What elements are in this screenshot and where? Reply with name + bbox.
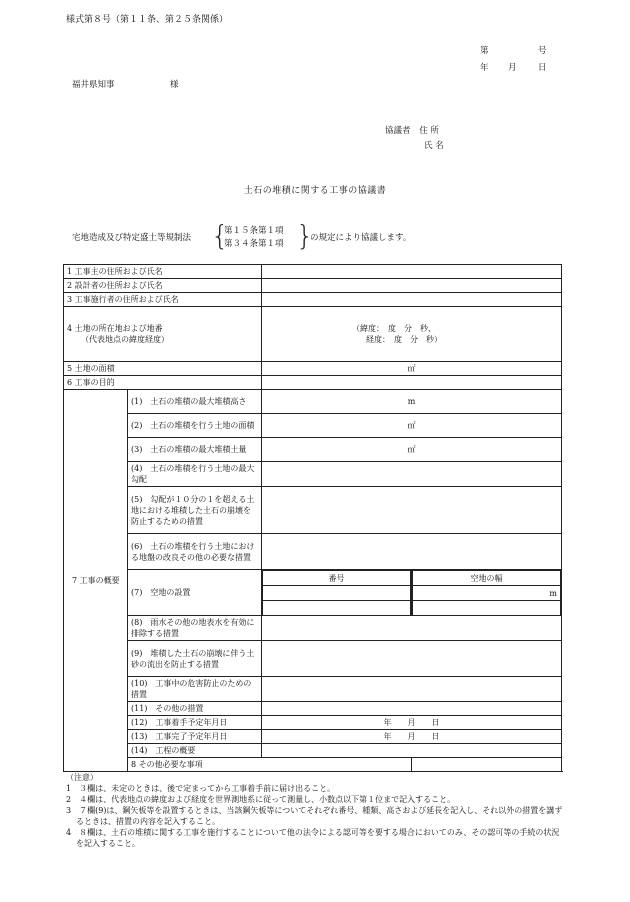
party-address-label: 住 所	[419, 126, 439, 136]
row-4-field[interactable]	[262, 307, 562, 362]
item-13-label: (13) 工事完了予定年月日	[128, 730, 262, 744]
number-prefix: 第	[480, 46, 489, 56]
item-6-field[interactable]	[262, 534, 562, 570]
item-7-number-header: 番号	[263, 571, 411, 586]
item-10-field[interactable]	[262, 677, 562, 702]
item-14-label: (14) 工程の概要	[128, 744, 262, 758]
document-title: 土石の堆積に関する工事の協議書	[243, 186, 387, 196]
row-2-field[interactable]	[262, 279, 562, 293]
item-7-width-field-2[interactable]	[413, 601, 561, 616]
row-3-label: 3 工事施行者の住所および氏名	[64, 293, 262, 307]
row-4-label-main: 4 土地の所在地および地番	[67, 324, 163, 333]
law-article-2: 第３４条第１項	[224, 239, 284, 249]
form-number: 様式第８号（第１１条、第２５条関係）	[66, 15, 229, 25]
row-7-label: 7 工事の概要	[64, 390, 128, 772]
item-11-label: (11) その他の措置	[128, 702, 262, 716]
item-8-field[interactable]	[262, 616, 562, 641]
party-label: 協議者	[385, 126, 411, 136]
item-1-label: (1) 土石の堆積の最大堆積高さ	[128, 390, 262, 414]
item-2-field[interactable]: ㎡	[262, 414, 562, 438]
row-8-label: 8 その他必要な事項	[128, 758, 412, 772]
item-10-label: (10) 工事中の危害防止のための措置	[128, 677, 262, 702]
latitude-line: （緯度： 度 分 秒、	[352, 324, 437, 333]
notes-section	[66, 772, 566, 849]
row-1-label: 1 工事主の住所および氏名	[64, 265, 262, 279]
law-name: 宅地造成及び特定盛土等規制法	[72, 233, 192, 243]
item-8-label: (8) 雨水その他の地表水を有効に排除する措置	[128, 616, 262, 641]
governor-title: 福井県知事	[72, 80, 115, 90]
number-suffix: 号	[538, 46, 547, 56]
date-day: 日	[538, 63, 547, 73]
item-4-field[interactable]	[262, 462, 562, 487]
party-name-line: 氏 名	[424, 141, 444, 151]
date-month: 月	[508, 63, 517, 73]
item-11-field[interactable]	[262, 702, 562, 716]
row-6-field[interactable]	[262, 376, 562, 390]
note-4: 4 ８欄は、土石の堆積に関する工事を施行することについて他の法令による認可等を要する場合においてのみ、その認可等の手続の状況を記入すること。	[66, 828, 560, 848]
row-8-field[interactable]	[412, 758, 562, 772]
note-3: 3 ７欄(9)は、鋼矢板等を設置するときは、当該鋼矢板等についてそれぞれ番号、種類、高さおよび延長を記入し、それ以外の措置を講ずるときは、措置の内容を記入すること。	[66, 806, 563, 826]
row-4-label-sub: （代表地点の緯度経度）	[81, 335, 169, 344]
row-1-field[interactable]	[262, 265, 562, 279]
item-14-field[interactable]	[262, 744, 562, 758]
item-2-label: (2) 土石の堆積を行う土地の面積	[128, 414, 262, 438]
party-address-line	[385, 124, 439, 136]
item-7-width-header: 空地の幅	[413, 571, 561, 586]
item-7-number-column	[262, 570, 412, 616]
note-2: 2 ４欄は、代表地点の緯度および経度を世界測地系に従って測量し、小数点以下第１位まで記入すること。	[66, 795, 456, 804]
governor-honorific: 様	[170, 80, 179, 90]
notes-header: （注意）	[66, 773, 98, 782]
row-5-field[interactable]: ㎡	[262, 362, 562, 376]
right-brace: }	[296, 219, 314, 252]
item-7-label: (7) 空地の設置	[128, 570, 262, 616]
item-5-field[interactable]	[262, 487, 562, 534]
item-13-field[interactable]: 年 月 日	[262, 730, 562, 744]
law-article-1: 第１５条第１項	[224, 226, 284, 236]
left-brace: {	[211, 219, 229, 252]
date-year: 年	[480, 63, 489, 73]
item-12-field[interactable]: 年 月 日	[262, 716, 562, 730]
item-7-number-field-2[interactable]	[263, 601, 411, 616]
row-4-label	[64, 307, 262, 362]
item-5-label: (5) 勾配が１０分の１を超える土地における堆積した土石の崩壊を防止するための措置	[128, 487, 262, 534]
longitude-line: 経度： 度 分 秒）	[366, 335, 443, 344]
item-9-label: (9) 堆積した土石の崩壊に伴う土砂の流出を防止する措置	[128, 641, 262, 677]
item-12-label: (12) 工事着手予定年月日	[128, 716, 262, 730]
row-3-field[interactable]	[262, 293, 562, 307]
item-7-number-field[interactable]	[263, 586, 411, 601]
item-6-label: (6) 土石の堆積を行う土地における地盤の改良その他の必要な措置	[128, 534, 262, 570]
item-4-label: (4) 土石の堆積を行う土地の最大勾配	[128, 462, 262, 487]
consultation-form-table	[63, 264, 562, 772]
item-9-field[interactable]	[262, 641, 562, 677]
row-2-label: 2 設計者の住所および氏名	[64, 279, 262, 293]
item-3-label: (3) 土石の堆積の最大堆積土量	[128, 438, 262, 462]
item-1-field[interactable]: m	[262, 390, 562, 414]
law-suffix: の規定により協議します。	[310, 233, 412, 243]
row-6-label: 6 工事の目的	[64, 376, 262, 390]
item-7-width-column	[412, 570, 562, 616]
item-3-field[interactable]: ㎡	[262, 438, 562, 462]
note-1: 1 ３欄は、未定のときは、後で定まってから工事着手前に届け出ること。	[66, 784, 336, 793]
row-5-label: 5 土地の面積	[64, 362, 262, 376]
item-7-width-field[interactable]: m	[413, 586, 561, 601]
